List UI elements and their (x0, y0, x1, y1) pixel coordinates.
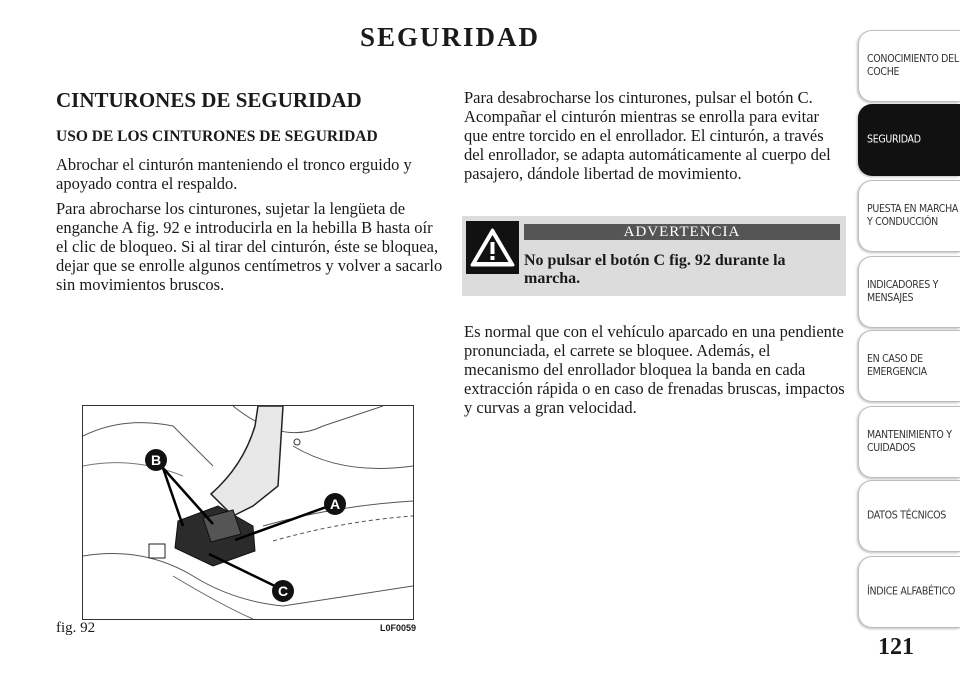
tab-conocimiento-del-coche[interactable] (858, 30, 960, 102)
tab-label: CONOCIMIENTO DEL COCHE (867, 53, 959, 78)
tab-indice-alfabetico[interactable] (858, 556, 960, 628)
paragraph-retractor-lock: Es normal que con el vehículo aparcado en una pendiente pronunciada, el carrete se bloquee. Además, el mecanismo del enrollador bloquea la banda en cada extracción rápida o en caso de frenadas bruscas, impactos y curvas a gran velocidad. (464, 322, 845, 417)
seatbelt-figure (82, 405, 414, 620)
tab-datos-tecnicos[interactable] (858, 480, 960, 552)
tab-puesta-en-marcha[interactable] (858, 180, 960, 252)
paragraph-fasten-procedure: Para abrocharse los cinturones, sujetar la lengüeta de enganche A fig. 92 e introducirla en la hebilla B hasta oír el clic de bloqueo. Si al tirar del cinturón, éste se bloquea, dejar que se enrolle algunos centímetros y volver a sacarlo sin movimientos bruscos. (56, 199, 443, 294)
page-number: 121 (878, 634, 914, 660)
tab-label: INDICADORES Y MENSAJES (867, 279, 939, 304)
tab-indicadores-y-mensajes[interactable] (858, 256, 960, 328)
figure-caption: fig. 92 (56, 620, 96, 636)
callout-b-label: B (150, 452, 162, 468)
paragraph-fasten-posture: Abrochar el cinturón manteniendo el tronco erguido y apoyado contra el respaldo. (56, 155, 412, 193)
section-heading: CINTURONES DE SEGURIDAD (56, 88, 362, 112)
tab-label: DATOS TÉCNICOS (867, 509, 946, 522)
sub-heading: USO DE LOS CINTURONES DE SEGURIDAD (56, 128, 378, 145)
seatbelt-illustration (83, 406, 413, 619)
page-title: SEGURIDAD (359, 22, 541, 52)
callout-c (272, 580, 294, 602)
tab-label: PUESTA EN MARCHA Y CONDUCCIÓN (867, 203, 959, 228)
tab-seguridad[interactable] (858, 104, 960, 176)
warning-triangle-icon (466, 221, 519, 274)
warning-title: ADVERTENCIA (524, 224, 840, 240)
tab-label: MANTENIMIENTO Y CUIDADOS (867, 429, 952, 454)
figure-code: L0F0059 (380, 623, 417, 633)
callout-c-label: C (277, 583, 289, 599)
tab-label: EN CASO DE EMERGENCIA (867, 353, 927, 378)
tab-label: SEGURIDAD (867, 133, 921, 146)
callout-b (145, 449, 167, 471)
tab-en-caso-de-emergencia[interactable] (858, 330, 960, 402)
paragraph-unfasten: Para desabrocharse los cinturones, pulsar el botón C. Acompañar el cinturón mientras se enrolla para evitar que entre torcido en el enrollador. El cinturón, a través del enrollador, se adapta automáticamente al cuerpo del pasajero, dándole libertad de movimiento. (464, 88, 831, 183)
warning-text: No pulsar el botón C fig. 92 durante la marcha. (524, 252, 786, 287)
callout-a-label: A (329, 496, 341, 512)
callout-a (324, 493, 346, 515)
tab-label: ÍNDICE ALFABÉTICO (867, 585, 956, 598)
tab-mantenimiento-y-cuidados[interactable] (858, 406, 960, 478)
